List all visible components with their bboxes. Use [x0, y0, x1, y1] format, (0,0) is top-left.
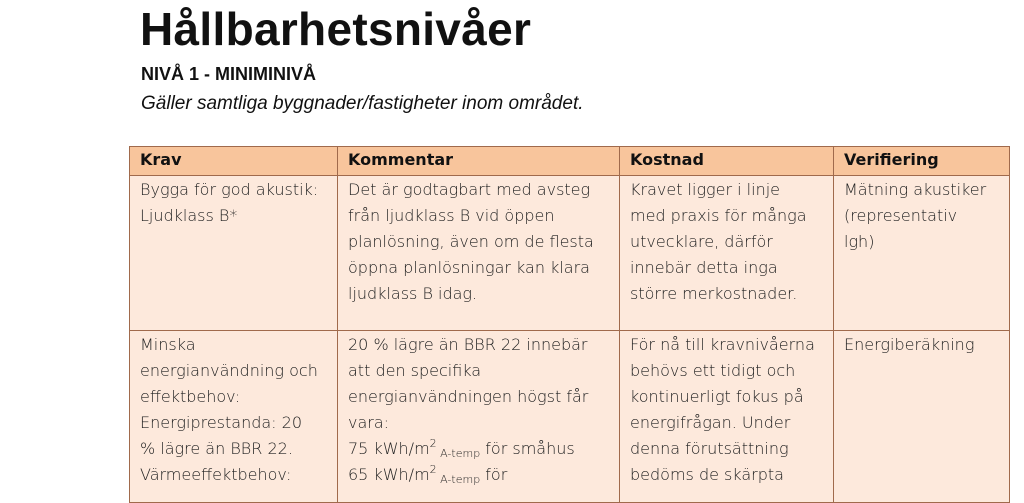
energy-value-line — [348, 462, 609, 488]
cell-line: 20 % lägre än BBR 22 innebär — [348, 335, 588, 354]
intro-text: Gäller samtliga byggnader/fastigheter inom området. — [141, 93, 584, 114]
cell-line: Ljudklass B* — [140, 206, 238, 225]
header-kostnad: Kostnad — [620, 147, 834, 176]
cell-krav — [130, 331, 338, 503]
header-kommentar: Kommentar — [338, 147, 620, 176]
table-row — [130, 176, 1010, 331]
cell-verifiering — [834, 176, 1010, 331]
cell-kostnad — [620, 331, 834, 503]
cell-line: utvecklare, därför — [630, 232, 773, 251]
cell-line: Kravet ligger i linje — [630, 180, 780, 199]
cell-line: planlösning, även om de flesta — [348, 232, 594, 251]
cell-line: kontinuerligt fokus på — [630, 387, 804, 406]
table-header-row — [130, 147, 1010, 176]
cell-verifiering — [834, 331, 1010, 503]
cell-line: behövs ett tidigt och — [630, 361, 796, 380]
header-verifiering: Verifiering — [834, 147, 1010, 176]
unit-superscript: 2 — [429, 463, 437, 476]
cell-line: ljudklass B idag. — [348, 284, 478, 303]
cell-line: lgh) — [844, 232, 875, 251]
cell-kostnad — [620, 176, 834, 331]
cell-kommentar — [338, 176, 620, 331]
cell-line: % lägre än BBR 22. — [140, 439, 293, 458]
unit-superscript: 2 — [429, 437, 437, 450]
energy-value: 65 kWh/m — [348, 465, 430, 484]
cell-line: Energiberäkning — [844, 335, 975, 354]
cell-line: bedöms de skärpta — [630, 465, 784, 484]
cell-line: att den specifika — [348, 361, 482, 380]
cell-line: energifrågan. Under — [630, 413, 791, 432]
cell-line: med praxis för många — [630, 206, 807, 225]
header-krav: Krav — [130, 147, 338, 176]
cell-line: Minska — [140, 335, 196, 354]
cell-line: öppna planlösningar kan klara — [348, 258, 590, 277]
cell-line: Det är godtagbart med avsteg — [348, 180, 591, 199]
cell-line: effektbehov: — [140, 387, 241, 406]
unit-subscript: A-temp — [436, 473, 481, 486]
cell-kommentar — [338, 331, 620, 503]
cell-line: (representativ — [844, 206, 958, 225]
cell-line: större merkostnader. — [630, 284, 798, 303]
table-row — [130, 331, 1010, 503]
cell-line: innebär detta inga — [630, 258, 778, 277]
energy-value-tail: för småhus — [480, 439, 575, 458]
energy-value-line — [348, 436, 609, 462]
cell-line: Energiprestanda: 20 — [140, 413, 303, 432]
cell-line: energianvändning och — [140, 361, 318, 380]
cell-line: Mätning akustiker — [844, 180, 987, 199]
page-title: Hållbarhetsnivåer — [140, 3, 532, 55]
unit-subscript: A-temp — [436, 447, 481, 460]
energy-value: 75 kWh/m — [348, 439, 430, 458]
energy-value-tail: för — [480, 465, 508, 484]
cell-krav — [130, 176, 338, 331]
cell-line: Värmeeffektbehov: — [140, 465, 292, 484]
cell-line: För nå till kravnivåerna — [630, 335, 815, 354]
cell-line: vara: — [348, 413, 390, 432]
cell-line: denna förutsättning — [630, 439, 789, 458]
requirements-table — [129, 146, 1010, 503]
level-heading: NIVÅ 1 - MINIMINIVÅ — [141, 64, 317, 84]
cell-line: Bygga för god akustik: — [140, 180, 319, 199]
cell-line: energianvändningen högst får — [348, 387, 589, 406]
cell-line: från ljudklass B vid öppen — [348, 206, 555, 225]
